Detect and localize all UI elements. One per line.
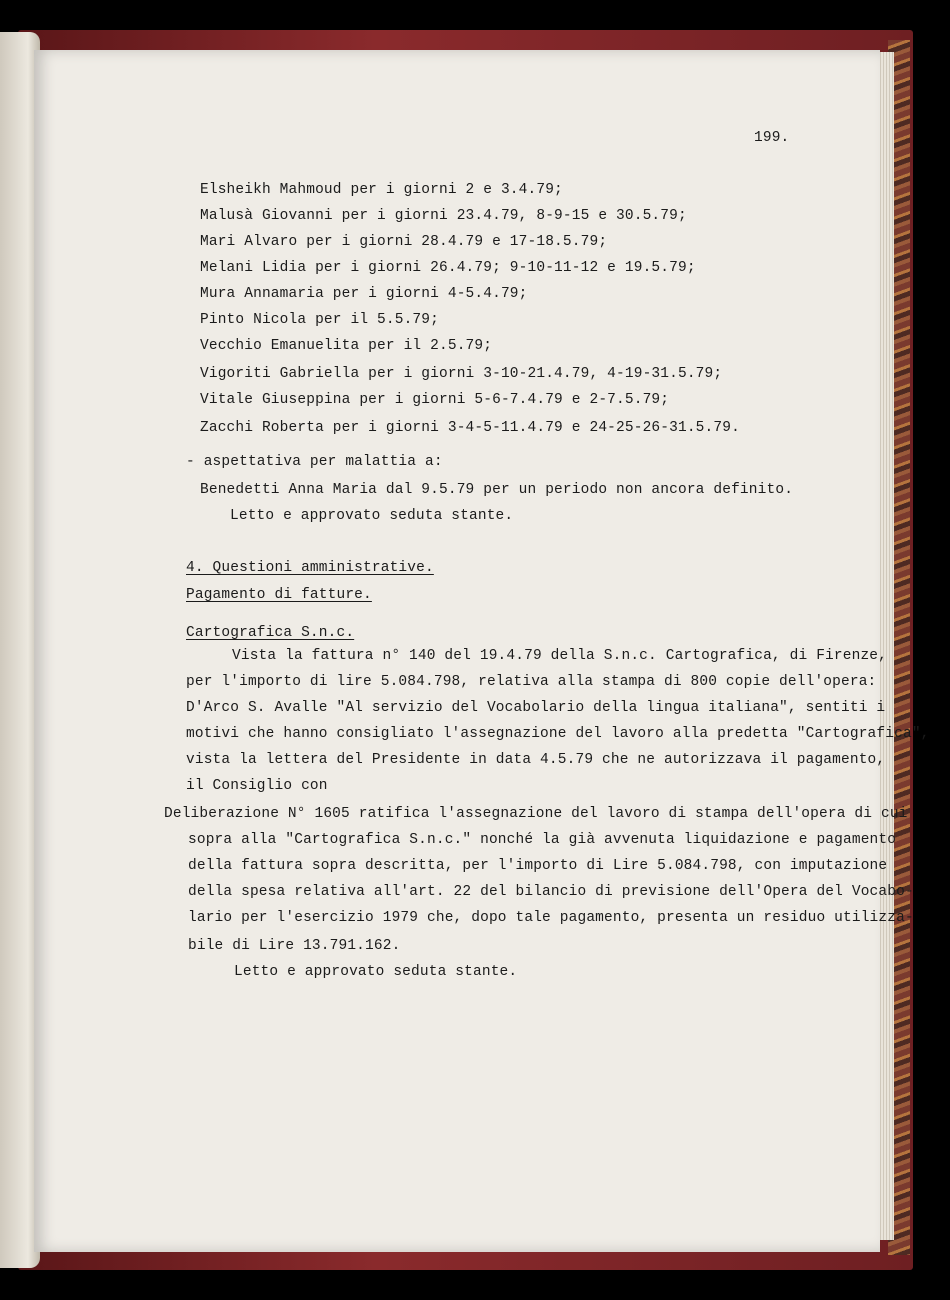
resolution-line: della spesa relativa all'art. 22 del bilancio di previsione dell'Opera del Vocabo- [188,884,914,900]
resolution-line: bile di Lire 13.791.162. [188,938,401,954]
document-page [34,50,930,1252]
paragraph-line: D'Arco S. Avalle "Al servizio del Vocabolario della lingua italiana", sentiti i [186,700,886,716]
attendance-item: Pinto Nicola per il 5.5.79; [200,312,439,328]
attendance-item: Elsheikh Mahmoud per i giorni 2 e 3.4.79; [200,182,563,198]
section-title: 4. Questioni amministrative. [186,560,434,576]
resolution-line: lario per l'esercizio 1979 che, dopo tale pagamento, presenta un residuo utilizza- [188,910,914,926]
vendor-heading: Cartografica S.n.c. [186,625,355,641]
page-number: 199. [754,130,790,146]
resolution-line: Deliberazione N° 1605 ratifica l'assegnazione del lavoro di stampa dell'opera di cui [164,806,908,822]
attendance-item: Mura Annamaria per i giorni 4-5.4.79; [200,286,528,302]
resolution-line: della fattura sopra descritta, per l'importo di Lire 5.084.798, con imputazione [188,858,888,874]
section-subtitle: Pagamento di fatture. [186,587,372,603]
paragraph-line: vista la lettera del Presidente in data 4.5.79 che ne autorizzava il pagamento, [186,752,886,768]
attendance-item: Malusà Giovanni per i giorni 23.4.79, 8-9-15 e 30.5.79; [200,208,687,224]
attendance-item: Melani Lidia per i giorni 26.4.79; 9-10-11-12 e 19.5.79; [200,260,696,276]
paragraph-line: per l'importo di lire 5.084.798, relativa alla stampa di 800 copie dell'opera: [186,674,877,690]
attendance-item: Vitale Giuseppina per i giorni 5-6-7.4.79 e 2-7.5.79; [200,392,670,408]
paragraph-line: Vista la fattura n° 140 del 19.4.79 della S.n.c. Cartografica, di Firenze, [232,648,888,664]
attendance-item: Mari Alvaro per i giorni 28.4.79 e 17-18.5.79; [200,234,608,250]
paragraph-line: il Consiglio con [186,778,328,794]
attendance-item: Zacchi Roberta per i giorni 3-4-5-11.4.79 e 24-25-26-31.5.79. [200,420,740,436]
attendance-item: Vecchio Emanuelita per il 2.5.79; [200,338,493,354]
approval-note: Letto e approvato seduta stante. [230,508,514,524]
sick-leave-entry: Benedetti Anna Maria dal 9.5.79 per un periodo non ancora definito. [200,482,794,498]
approval-note: Letto e approvato seduta stante. [234,964,518,980]
attendance-item: Vigoriti Gabriella per i giorni 3-10-21.4.79, 4-19-31.5.79; [200,366,723,382]
sick-leave-heading: - aspettativa per malattia a: [186,454,443,470]
resolution-line: sopra alla "Cartografica S.n.c." nonché la già avvenuta liquidazione e pagamento [188,832,897,848]
paragraph-line: motivi che hanno consigliato l'assegnazione del lavoro alla predetta "Cartografica", [186,726,930,742]
